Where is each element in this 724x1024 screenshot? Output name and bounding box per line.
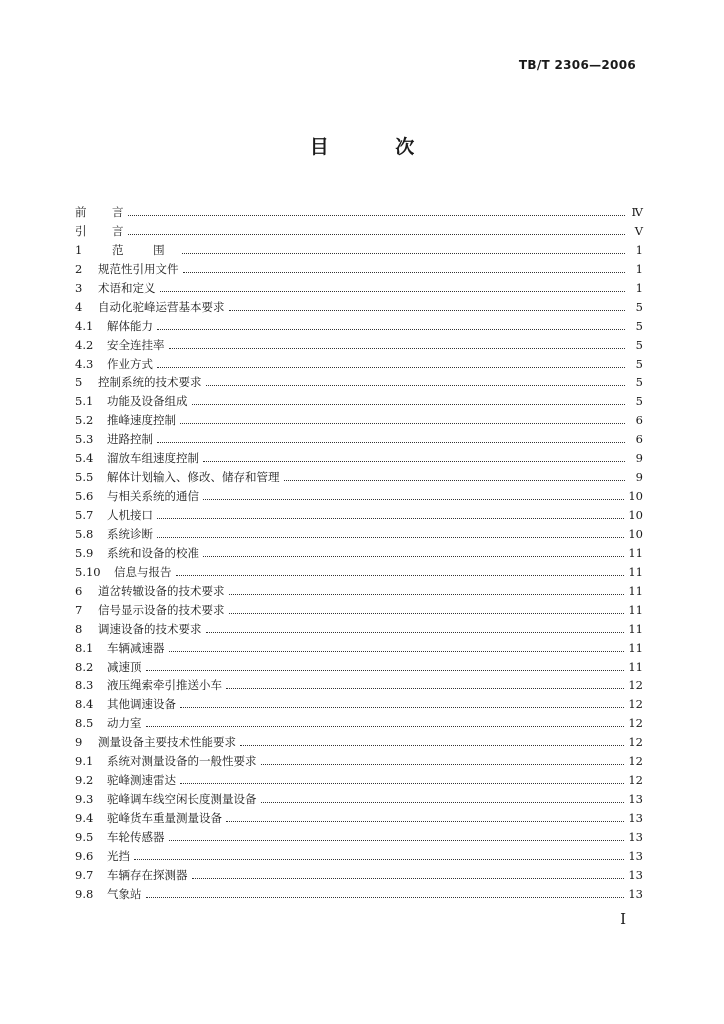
toc-entry[interactable] <box>75 848 643 867</box>
toc-entry-page: Ⅳ <box>631 205 643 219</box>
toc-leader-dots <box>203 556 624 557</box>
toc-entry-label: 作业方式 <box>107 356 153 371</box>
toc-entry-page: 12 <box>628 735 643 750</box>
toc-leader-dots <box>169 840 625 841</box>
toc-leader-dots <box>160 291 626 292</box>
toc-leader-dots <box>146 897 625 898</box>
toc-entry-label: 进路控制 <box>107 432 153 447</box>
toc-entry-number: 5.5 <box>75 470 94 485</box>
toc-entry-number: 5.6 <box>75 489 94 504</box>
toc-entry-number: 5.7 <box>75 508 94 522</box>
toc-leader-dots <box>182 253 625 254</box>
toc-entry-number: 9.3 <box>75 792 94 807</box>
toc-entry-page: 5 <box>635 318 643 333</box>
toc-entry-page: 6 <box>635 413 643 428</box>
toc-entry[interactable] <box>75 886 643 905</box>
toc-entry-number: 4.3 <box>75 356 94 371</box>
toc-entry-page: 6 <box>635 432 643 447</box>
toc-entry-number: 9.8 <box>75 886 94 901</box>
toc-entry-label: 系统对测量设备的一般性要求 <box>107 754 257 769</box>
toc-entry-number: 4.1 <box>75 318 94 333</box>
toc-entry-number: 9.1 <box>75 754 94 769</box>
toc-entry-page: 13 <box>628 811 643 825</box>
toc-entry-label: 术语和定义 <box>98 280 156 295</box>
toc-leader-dots <box>176 575 625 576</box>
toc-list <box>75 204 643 905</box>
toc-entry-number: 9 <box>75 735 83 750</box>
toc-entry-label: 系统诊断 <box>107 526 153 541</box>
toc-entry[interactable] <box>75 242 643 261</box>
toc-entry-number: 5.3 <box>75 432 94 447</box>
toc-entry-number: 4 <box>75 299 83 314</box>
toc-entry[interactable] <box>75 526 643 545</box>
toc-entry-number: 8.1 <box>75 640 94 655</box>
toc-entry-label: 动力室 <box>107 716 142 731</box>
toc-entry[interactable] <box>75 337 643 356</box>
toc-entry-label: 自动化驼峰运营基本要求 <box>98 299 225 314</box>
toc-entry-page: 11 <box>628 640 643 655</box>
toc-leader-dots <box>183 272 626 273</box>
toc-entry-number: 8.2 <box>75 659 94 674</box>
toc-entry-label: 人机接口 <box>107 508 153 522</box>
toc-entry-label: 调速设备的技术要求 <box>98 621 202 636</box>
toc-entry-page: 13 <box>628 829 643 844</box>
toc-entry-page: Ⅴ <box>634 223 643 238</box>
toc-leader-dots <box>180 707 624 708</box>
toc-entry[interactable] <box>75 280 643 299</box>
toc-entry-label: 光挡 <box>107 848 130 863</box>
toc-entry-page: 5 <box>635 375 643 390</box>
toc-leader-dots <box>180 423 625 424</box>
toc-entry[interactable] <box>75 677 643 696</box>
toc-entry[interactable] <box>75 810 643 829</box>
toc-entry-page: 13 <box>628 886 643 901</box>
toc-entry-page: 12 <box>628 716 643 731</box>
toc-entry[interactable] <box>75 696 643 715</box>
toc-leader-dots <box>261 764 625 765</box>
toc-leader-dots <box>206 385 626 386</box>
toc-entry-page: 1 <box>635 261 643 276</box>
toc-leader-dots <box>229 310 626 311</box>
toc-entry[interactable] <box>75 507 643 526</box>
toc-entry-page: 13 <box>628 792 643 807</box>
toc-entry-number: 5.10 <box>75 564 101 579</box>
toc-entry-number: 引 <box>75 223 87 238</box>
toc-leader-dots <box>192 404 626 405</box>
toc-entry-number: 8 <box>75 621 83 636</box>
toc-entry-label: 推峰速度控制 <box>107 413 176 428</box>
toc-entry-number: 8.5 <box>75 716 94 731</box>
toc-leader-dots <box>128 234 626 235</box>
toc-leader-dots <box>229 613 625 614</box>
toc-entry-label: 解体计划输入、修改、储存和管理 <box>107 470 280 485</box>
toc-entry[interactable] <box>75 640 643 659</box>
toc-entry-number: 5.1 <box>75 394 94 409</box>
toc-leader-dots <box>261 802 625 803</box>
toc-entry-label: 溜放车组速度控制 <box>107 451 199 466</box>
toc-entry-label: 驼峰测速雷达 <box>107 773 176 788</box>
toc-entry-label: 测量设备主要技术性能要求 <box>98 735 236 750</box>
toc-entry[interactable] <box>75 204 643 223</box>
toc-entry-page: 11 <box>628 564 643 579</box>
toc-entry-label: 范 围 <box>112 242 178 257</box>
toc-entry-label: 气象站 <box>107 886 142 901</box>
toc-entry[interactable] <box>75 867 643 886</box>
toc-entry-page: 12 <box>628 697 643 712</box>
toc-leader-dots <box>146 670 625 671</box>
toc-entry-page: 11 <box>628 583 643 598</box>
toc-leader-dots <box>157 442 625 443</box>
toc-leader-dots <box>157 329 625 330</box>
toc-entry[interactable] <box>75 621 643 640</box>
toc-entry-label: 车轮传感器 <box>107 829 165 844</box>
toc-entry-number: 2 <box>75 261 83 276</box>
toc-entry-page: 5 <box>635 299 643 314</box>
toc-entry-page: 11 <box>628 659 643 674</box>
toc-entry[interactable] <box>75 261 643 280</box>
toc-entry-number: 5.4 <box>75 451 94 466</box>
toc-entry-label: 言 <box>112 205 124 219</box>
toc-entry-page: 12 <box>628 754 643 769</box>
toc-entry[interactable] <box>75 412 643 431</box>
toc-entry-label: 与相关系统的通信 <box>107 489 199 504</box>
toc-leader-dots <box>203 499 624 500</box>
toc-entry-label: 车辆减速器 <box>107 640 165 655</box>
toc-entry-page: 11 <box>628 545 643 560</box>
toc-entry[interactable] <box>75 299 643 318</box>
toc-entry-page: 12 <box>628 678 643 693</box>
toc-leader-dots <box>134 859 624 860</box>
page-number: I <box>620 910 626 928</box>
toc-entry[interactable] <box>75 356 643 375</box>
toc-entry-number: 7 <box>75 602 83 617</box>
toc-entry-label: 液压绳索牵引推送小车 <box>107 678 222 693</box>
toc-entry[interactable] <box>75 829 643 848</box>
toc-leader-dots <box>229 594 625 595</box>
toc-entry-page: 5 <box>635 356 643 371</box>
toc-leader-dots <box>157 518 624 519</box>
toc-entry-page: 13 <box>628 867 643 882</box>
toc-entry-number: 5.2 <box>75 413 94 428</box>
toc-entry[interactable] <box>75 734 643 753</box>
toc-entry-page: 9 <box>635 470 643 485</box>
toc-entry-page: 10 <box>628 526 643 541</box>
toc-entry-label: 言 <box>112 223 124 238</box>
toc-entry[interactable] <box>75 431 643 450</box>
toc-entry[interactable] <box>75 393 643 412</box>
toc-entry-page: 10 <box>628 489 643 504</box>
toc-entry-number: 前 <box>75 205 87 219</box>
toc-entry-label: 车辆存在探测器 <box>107 867 188 882</box>
toc-entry[interactable] <box>75 545 643 564</box>
toc-leader-dots <box>192 878 625 879</box>
toc-entry-number: 9.6 <box>75 848 94 863</box>
toc-entry[interactable] <box>75 659 643 678</box>
toc-leader-dots <box>157 537 624 538</box>
toc-entry-label: 规范性引用文件 <box>98 261 179 276</box>
toc-entry-page: 10 <box>628 508 643 522</box>
toc-leader-dots <box>226 821 624 822</box>
toc-leader-dots <box>226 688 624 689</box>
toc-entry[interactable] <box>75 772 643 791</box>
toc-entry-label: 驼峰货车重量测量设备 <box>107 811 222 825</box>
toc-entry-label: 控制系统的技术要求 <box>98 375 202 390</box>
toc-entry[interactable] <box>75 469 643 488</box>
toc-leader-dots <box>240 745 624 746</box>
toc-entry[interactable] <box>75 374 643 393</box>
toc-leader-dots <box>128 215 626 216</box>
toc-entry[interactable] <box>75 715 643 734</box>
toc-leader-dots <box>146 726 625 727</box>
toc-entry-label: 安全连挂率 <box>107 337 165 352</box>
toc-leader-dots <box>169 348 626 349</box>
toc-title: 目 次 <box>309 136 445 158</box>
toc-entry[interactable] <box>75 488 643 507</box>
toc-entry-label: 减速顶 <box>107 659 142 674</box>
toc-leader-dots <box>169 651 625 652</box>
toc-entry-number: 9.5 <box>75 829 94 844</box>
toc-entry-page: 12 <box>628 773 643 788</box>
toc-entry-label: 驼峰调车线空闲长度测量设备 <box>107 792 257 807</box>
toc-entry-page: 1 <box>635 242 643 257</box>
toc-entry-page: 11 <box>628 602 643 617</box>
standard-code: TB/T 2306—2006 <box>518 58 636 72</box>
toc-entry-label: 解体能力 <box>107 318 153 333</box>
toc-entry-number: 8.3 <box>75 678 94 693</box>
toc-entry-page: 11 <box>628 621 643 636</box>
toc-entry[interactable] <box>75 450 643 469</box>
toc-leader-dots <box>180 783 624 784</box>
toc-entry-page: 9 <box>635 451 643 466</box>
toc-entry-number: 5 <box>75 375 83 390</box>
toc-entry[interactable] <box>75 318 643 337</box>
toc-leader-dots <box>203 461 625 462</box>
toc-entry-label: 其他调速设备 <box>107 697 176 712</box>
toc-entry-number: 5.9 <box>75 545 94 560</box>
toc-entry-label: 道岔转辙设备的技术要求 <box>98 583 225 598</box>
toc-entry-number: 1 <box>75 242 83 257</box>
toc-entry[interactable] <box>75 223 643 242</box>
toc-entry[interactable] <box>75 753 643 772</box>
toc-entry-page: 5 <box>635 394 643 409</box>
toc-entry-number: 9.2 <box>75 773 94 788</box>
toc-entry-number: 8.4 <box>75 697 94 712</box>
toc-entry-number: 3 <box>75 280 83 295</box>
toc-entry-number: 6 <box>75 583 83 598</box>
toc-entry-number: 9.4 <box>75 811 94 825</box>
toc-entry[interactable] <box>75 583 643 602</box>
toc-entry-label: 系统和设备的校准 <box>107 545 199 560</box>
toc-entry-label: 信息与报告 <box>114 564 172 579</box>
toc-entry[interactable] <box>75 791 643 810</box>
toc-entry-page: 13 <box>628 848 643 863</box>
toc-entry[interactable] <box>75 602 643 621</box>
toc-leader-dots <box>206 632 625 633</box>
toc-entry-number: 5.8 <box>75 526 94 541</box>
toc-entry-number: 9.7 <box>75 867 94 882</box>
toc-entry-page: 1 <box>635 280 643 295</box>
toc-entry-page: 5 <box>635 337 643 352</box>
toc-entry[interactable] <box>75 564 643 583</box>
toc-leader-dots <box>157 367 625 368</box>
toc-entry-number: 4.2 <box>75 337 94 352</box>
toc-leader-dots <box>284 480 626 481</box>
toc-entry-label: 功能及设备组成 <box>107 394 188 409</box>
toc-entry-label: 信号显示设备的技术要求 <box>98 602 225 617</box>
